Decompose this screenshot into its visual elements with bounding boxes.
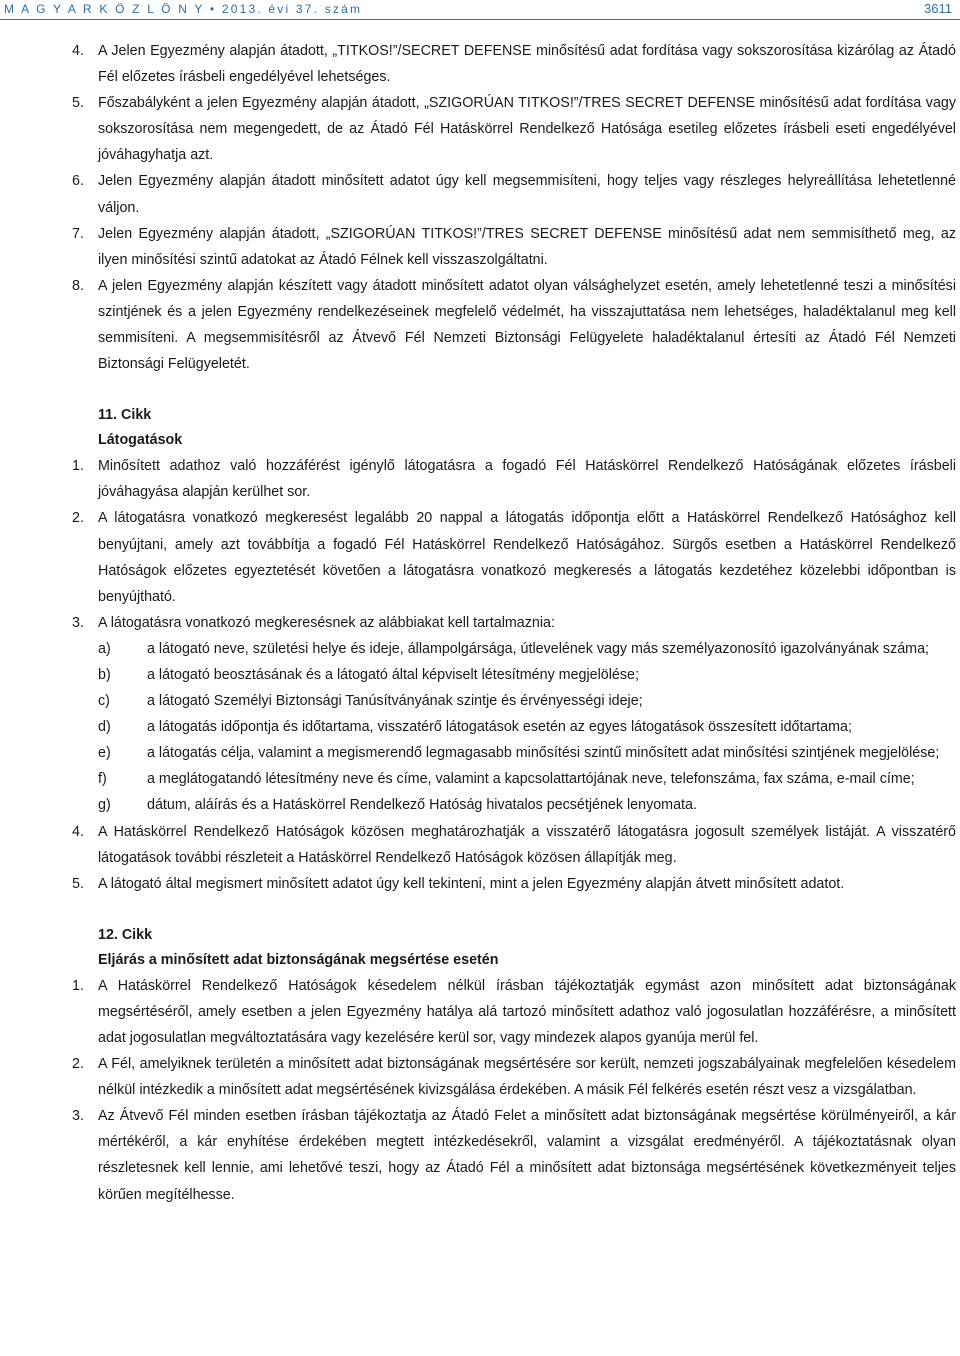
item-text: A látogatásra vonatkozó megkeresést legalább 20 nappal a látogatás időpontja előtt a Hatáskörrel Rendelkező Hatósághoz kell benyújtani, amely azt továbbítja a fogadó Fél Hatáskörrel Rendelkező Hatóságához. Sürgős esetben a Hatáskörrel Rendelkező Hatóságok előzetes egyeztetését követően a látogatásra vonatkozó megkeresés a látogatás kezdetéhez közelebbi időpontban is benyújtható. (98, 510, 956, 605)
paragraph-item (0, 610, 960, 636)
item-text: A látogatásra vonatkozó megkeresésnek az alábbiakat kell tartalmaznia: (98, 614, 555, 631)
article-11-title: Látogatások (98, 432, 183, 449)
page-number: 3611 (924, 1, 952, 16)
sub-item-label: g) (98, 797, 111, 814)
sub-item (0, 766, 960, 792)
item-text: A Jelen Egyezmény alapján átadott, „TITKOS!”/SECRET DEFENSE minősítésű adat fordítása vagy sokszorosítása kizárólag az Átadó Fél előzetes írásbeli engedélyével lehetséges. (98, 43, 956, 86)
paragraph-item (0, 819, 960, 871)
item-number: 2. (72, 510, 84, 527)
item-text: A Fél, amelyiknek területén a minősített adat biztonságának megsértésére sor került, nemzeti jogszabályainak megfelelően késedelem nélkül intézkedik a minősített adat megsértésének kivizsgálása érdekében. A másik Fél felkérés esetén részt vesz a vizsgálatban. (98, 1056, 956, 1099)
sub-item-label: d) (98, 719, 111, 736)
page-header (0, 0, 960, 22)
sub-item-label: a) (98, 640, 111, 657)
article-11-number: 11. Cikk (98, 407, 152, 424)
item-text: Főszabályként a jelen Egyezmény alapján átadott, „SZIGORÚAN TITKOS!”/TRES SECRET DEFENSE minősítésű adat fordítása vagy sokszorosítása nem megengedett, de az Átadó Fél Hatáskörrel Rendelkező Hatósága esetileg előzetes írásbeli eseti engedélyével jóváhagyhatja azt. (98, 95, 956, 164)
paragraph-item (0, 973, 960, 1051)
paragraph-item (0, 90, 960, 168)
item-number: 7. (72, 225, 84, 242)
item-text: Jelen Egyezmény alapján átadott, „SZIGORÚAN TITKOS!”/TRES SECRET DEFENSE minősítésű adat nem semmisíthető meg, az ilyen minősítési szintű adatokat az Átadó Félnek kell visszaszolgáltatni. (98, 225, 956, 268)
paragraph-item (0, 168, 960, 220)
paragraph-item (0, 38, 960, 90)
sub-item-text: a látogató beosztásának és a látogató által képviselt létesítmény megjelölése; (147, 666, 639, 683)
item-number: 1. (72, 458, 84, 475)
journal-title: M A G Y A R K Ö Z L Ö N Y • 2013. évi 37. szám (4, 2, 363, 16)
article-12-number: 12. Cikk (98, 926, 153, 943)
item-number: 2. (72, 1056, 84, 1073)
paragraph-item (0, 221, 960, 273)
sub-item (0, 714, 960, 740)
sub-item-text: a látogató neve, születési helye és ideje, állampolgársága, útlevelének vagy más személyazonosító igazolványának száma; (147, 640, 930, 657)
sub-item (0, 740, 960, 766)
item-number: 8. (72, 277, 84, 294)
sub-item-text: a meglátogatandó létesítmény neve és címe, valamint a kapcsolattartójának neve, telefonszáma, fax száma, e-mail címe; (147, 771, 915, 788)
sub-item (0, 792, 960, 818)
item-text: Minősített adathoz való hozzáférést igénylő látogatásra a fogadó Fél Hatáskörrel Rendelkező Hatóságának előzetes írásbeli jóváhagyása alapján kerülhet sor. (98, 458, 956, 501)
item-text: A jelen Egyezmény alapján készített vagy átadott minősített adatot olyan válsághelyzet esetén, amely lehetetlenné teszi a minősítési szintjének és a jelen Egyezmény rendelkezéseinek megfelelő védelmét, ha visszajuttatása nem lehetséges, haladéktalanul meg kell semmisíteni. A megsemmisítésről az Átvevő Fél Nemzeti Biztonsági Felügyelete haladéktalanul értesíti az Átadó Fél Nemzeti Biztonsági Felügyeletét. (98, 277, 956, 373)
sub-item-label: f) (98, 771, 107, 788)
item-number: 6. (72, 173, 84, 190)
sub-item-label: c) (98, 693, 110, 710)
paragraph-item (0, 871, 960, 897)
sub-item (0, 662, 960, 688)
item-number: 1. (72, 977, 84, 994)
paragraph-item (0, 273, 960, 377)
paragraph-item (0, 1051, 960, 1103)
item-text: Jelen Egyezmény alapján átadott minősített adatot úgy kell megsemmisíteni, hogy teljes vagy részleges helyreállítása lehetetlenné váljon. (98, 173, 956, 216)
document-body (0, 38, 960, 1208)
sub-item (0, 636, 960, 662)
item-number: 4. (72, 43, 84, 59)
item-number: 3. (72, 1108, 84, 1125)
item-text: A Hatáskörrel Rendelkező Hatóságok késedelem nélkül írásban tájékoztatják egymást azon minősített adat biztonságának megsértéséről, amely esetben a jelen Egyezmény hatálya alá tartozó minősített adathoz való jogosulatlan hozzáférésre, a minősített adat jogosulatlan megváltoztatására vagy kezelésére kerül sor, vagy mindezek alapos gyanúja merül fel. (98, 977, 956, 1046)
paragraph-item (0, 1103, 960, 1207)
item-number: 5. (72, 875, 84, 892)
paragraph-item (0, 453, 960, 505)
item-number: 4. (72, 823, 84, 840)
item-text: A Hatáskörrel Rendelkező Hatóságok közösen meghatározhatják a visszatérő látogatásra jogosult személyek listáját. A visszatérő látogatások további részleteit a Hatáskörrel Rendelkező Hatóságok közösen állapítják meg. (98, 823, 956, 866)
sub-item-label: e) (98, 745, 111, 762)
sub-item-text: dátum, aláírás és a Hatáskörrel Rendelkező Hatóság hivatalos pecsétjének lenyomata. (147, 797, 697, 814)
sub-item (0, 688, 960, 714)
paragraph-item (0, 505, 960, 609)
sub-item-text: a látogató Személyi Biztonsági Tanúsítványának szintje és érvényességi ideje; (147, 693, 643, 710)
sub-item-text: a látogatás célja, valamint a megismerendő legmagasabb minősítési szintű minősített adat minősítési szintjének megjelölése; (147, 745, 940, 762)
item-text: A látogató által megismert minősített adatot úgy kell tekinteni, mint a jelen Egyezmény alapján átvett minősített adatot. (98, 875, 845, 892)
sub-item-label: b) (98, 666, 111, 683)
item-number: 3. (72, 614, 84, 631)
article-12-title: Eljárás a minősített adat biztonságának megsértése esetén (98, 951, 499, 968)
item-text: Az Átvevő Fél minden esetben írásban tájékoztatja az Átadó Felet a minősített adat biztonságának megsértése körülményeiről, a kár mértékéről, a kár enyhítése érdekében megtett intézkedésekről, valamint a vizsgálat eredményéről. A tájékoztatásnak olyan részletesnek kell lennie, ami lehetővé teszi, hogy az Átadó Fél a minősített adat biztonsága megsértésének következményeit teljes körűen megítélhesse. (98, 1108, 956, 1203)
item-number: 5. (72, 95, 84, 112)
header-divider (0, 19, 960, 20)
sub-item-text: a látogatás időpontja és időtartama, visszatérő látogatások esetén az egyes látogatások összesített időtartama; (147, 719, 852, 736)
